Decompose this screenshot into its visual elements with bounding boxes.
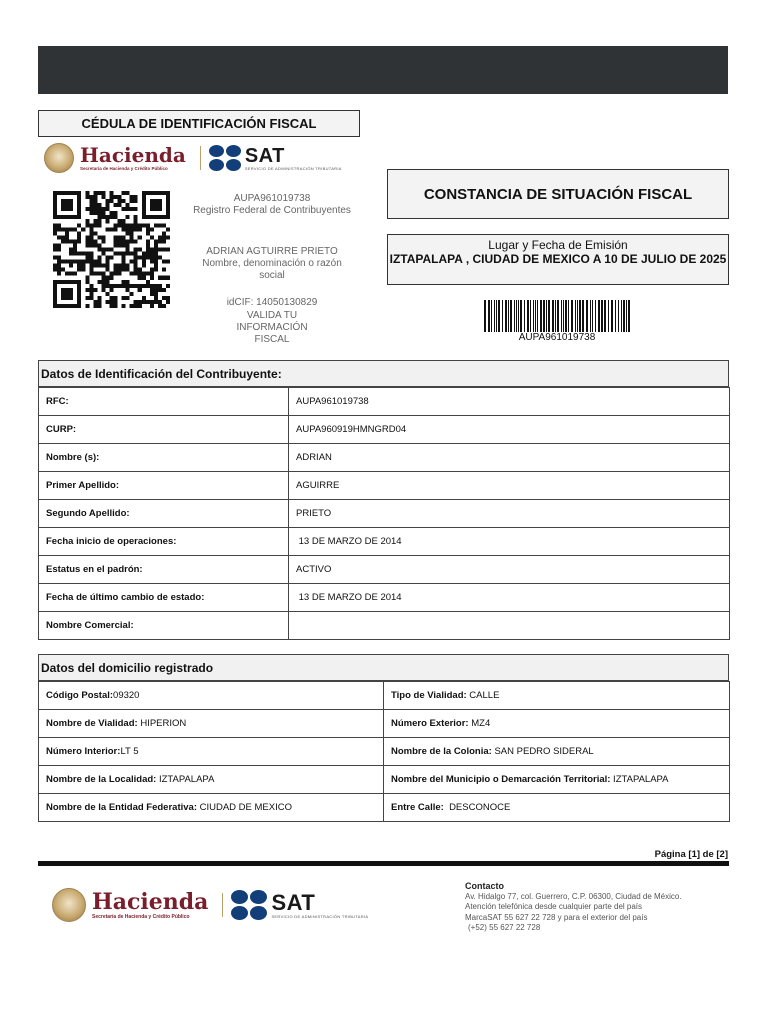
field-label: Segundo Apellido: [39,500,289,528]
contact-block [465,881,730,934]
field-label: Nombre (s): [39,444,289,472]
table-row [39,710,730,738]
field-value: ADRIAN [289,444,730,472]
identificacion-table [38,387,730,640]
field-label: Fecha inicio de operaciones: [39,528,289,556]
field-label: RFC: [39,388,289,416]
field-label: Número Interior: [46,746,121,757]
address-cell [39,682,384,710]
field-label: Nombre Comercial: [39,612,289,640]
contact-line: MarcaSAT 55 627 22 728 y para el exterior del país [465,912,648,922]
hacienda-logo [80,145,186,171]
qr-name: ADRIAN AGTUIRRE PRIETO [206,246,338,257]
cedula-title: CÉDULA DE IDENTIFICACIÓN FISCAL [38,110,360,137]
field-value: CALLE [466,690,500,701]
field-label: CURP: [39,416,289,444]
field-value: LT 5 [120,746,139,757]
table-row [39,388,730,416]
field-label: Nombre de Vialidad: [46,718,138,729]
table-row [39,500,730,528]
contact-line: Av. Hidalgo 77, col. Guerrero, C.P. 06300, Ciudad de México. [465,891,682,901]
field-value: DESCONOCE [443,802,511,813]
lugar-label: Lugar y Fecha de Emisión [488,238,628,252]
field-label: Código Postal: [46,690,114,701]
field-value [289,612,730,640]
table-row [39,556,730,584]
field-value: 09320 [113,690,140,701]
sat-wordmark: SAT [244,144,285,167]
field-label: Número Exterior: [391,718,469,729]
field-label: Entre Calle: [391,802,444,813]
field-label: Nombre del Municipio o Demarcación Territorial: [391,774,611,785]
header-logos [44,143,342,173]
sat-dots-icon [209,145,241,171]
page-number: Página [1] de [2] [654,849,728,860]
qr-code-icon [53,191,170,308]
identificacion-title: Datos de Identificación del Contribuyente: [38,360,729,387]
domicilio-table [38,681,730,822]
table-row [39,584,730,612]
lugar-fecha-box [387,234,729,285]
field-value: IZTAPALAPA [156,774,215,785]
barcode-icon [484,300,630,332]
logo-divider [200,146,201,170]
field-value: PRIETO [289,500,730,528]
field-label: Fecha de último cambio de estado: [39,584,289,612]
field-label: Tipo de Vialidad: [391,690,467,701]
mexico-seal-icon [52,888,86,922]
address-cell [39,738,384,766]
sat-logo [271,889,369,919]
sat-logo [245,146,342,171]
field-value: AUPA960919HMNGRD04 [289,416,730,444]
address-cell [39,794,384,822]
field-value: IZTAPALAPA [610,774,669,785]
field-label: Nombre de la Entidad Federativa: [46,802,197,813]
hacienda-subtitle: Secretaría de Hacienda y Crédito Público [80,166,168,171]
address-cell [384,738,730,766]
table-row [39,444,730,472]
hacienda-logo [92,888,209,920]
logo-divider [222,893,223,917]
field-value: CIUDAD DE MEXICO [196,802,292,813]
address-cell [384,710,730,738]
contact-title: Contacto [465,881,504,891]
qr-rfc: AUPA961019738 [233,193,311,204]
qr-idcif: idCIF: 14050130829 [226,297,318,308]
field-value: AGUIRRE [289,472,730,500]
field-label: Primer Apellido: [39,472,289,500]
field-label: Nombre de la Localidad: [46,774,157,785]
hacienda-wordmark: Hacienda [80,143,186,167]
lugar-value: IZTAPALAPA , CIUDAD DE MEXICO A 10 DE JULIO DE 2025 [389,252,727,266]
footer-rule [38,861,729,866]
qr-rfc-caption: Registro Federal de Contribuyentes [193,205,351,216]
qr-valida: VALIDA TU INFORMACIÓN FISCAL [236,310,308,345]
barcode-text: AUPA961019738 [518,332,596,343]
contact-line: Atención telefónica desde cualquier parte del país [465,902,643,911]
sat-dots-icon [231,890,267,920]
table-row [39,682,730,710]
field-value: MZ4 [468,718,491,729]
field-value: 13 DE MARZO DE 2014 [289,584,730,612]
hacienda-wordmark: Hacienda [92,888,209,915]
table-row [39,738,730,766]
constancia-title: CONSTANCIA DE SITUACIÓN FISCAL [387,169,729,219]
field-label: Nombre de la Colonia: [391,746,492,757]
table-row [39,416,730,444]
field-value: AUPA961019738 [289,388,730,416]
table-row [39,528,730,556]
field-value: ACTIVO [289,556,730,584]
field-label: Estatus en el padrón: [39,556,289,584]
sat-subtitle: SERVICIO DE ADMINISTRACIÓN TRIBUTARIA [271,913,369,919]
contact-line: (+52) 55 627 22 728 [468,923,541,932]
field-value: HIPERION [137,718,187,729]
address-cell [39,766,384,794]
table-row [39,766,730,794]
table-row [39,472,730,500]
address-cell [384,766,730,794]
mexico-seal-icon [44,143,74,173]
table-row [39,612,730,640]
sat-subtitle: SERVICIO DE ADMINISTRACIÓN TRIBUTARIA [244,165,342,171]
header-bar [38,46,728,94]
sat-wordmark: SAT [271,889,316,915]
table-row [39,794,730,822]
address-cell [384,682,730,710]
domicilio-title: Datos del domicilio registrado [38,654,729,681]
qr-name-caption: Nombre, denominación o razón social [202,258,342,281]
address-cell [384,794,730,822]
field-value: SAN PEDRO SIDERAL [491,746,594,757]
hacienda-subtitle: Secretaría de Hacienda y Crédito Público [92,913,190,920]
field-value: 13 DE MARZO DE 2014 [289,528,730,556]
address-cell [39,710,384,738]
footer-logos [52,888,368,922]
